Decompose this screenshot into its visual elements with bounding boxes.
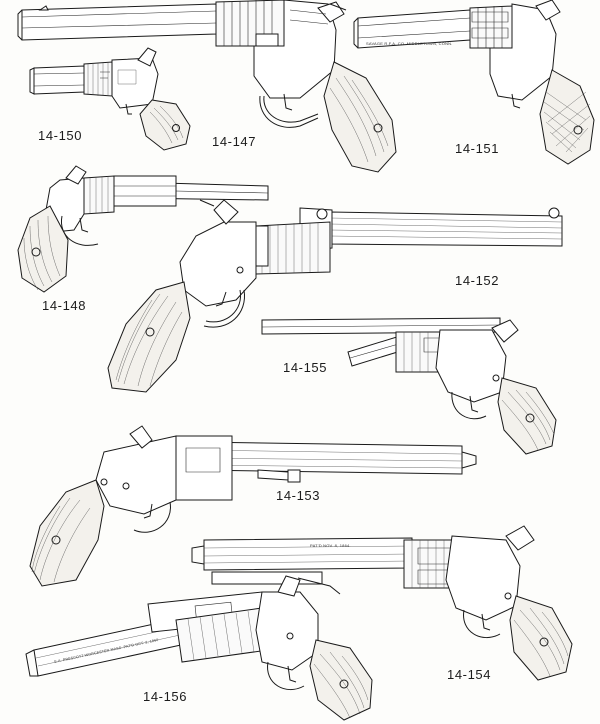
figure-label-14-147: 14-147 bbox=[212, 134, 257, 149]
figure-label-14-151: 14-151 bbox=[455, 141, 500, 156]
figure-label-14-148: 14-148 bbox=[42, 298, 87, 313]
figure-14-156-drawing bbox=[26, 576, 372, 720]
inscription-14-151: SAVAGE R.F.A. CO. MIDDLETOWN, CONN. bbox=[366, 41, 453, 46]
figure-label-14-155: 14-155 bbox=[283, 360, 328, 375]
figure-label-14-150: 14-150 bbox=[38, 128, 83, 143]
figure-label-14-152: 14-152 bbox=[455, 273, 500, 288]
figure-label-14-156: 14-156 bbox=[143, 689, 188, 704]
figure-label-14-153: 14-153 bbox=[276, 488, 321, 503]
inscription-14-154: PAT'D NOV. 8, 1864. bbox=[310, 543, 351, 548]
inscription-14-156: E.A. PRESCOTT WORCESTER MASS. PAT'D OCT. 2, 1860 bbox=[54, 637, 159, 664]
figure-label-14-154: 14-154 bbox=[447, 667, 492, 682]
